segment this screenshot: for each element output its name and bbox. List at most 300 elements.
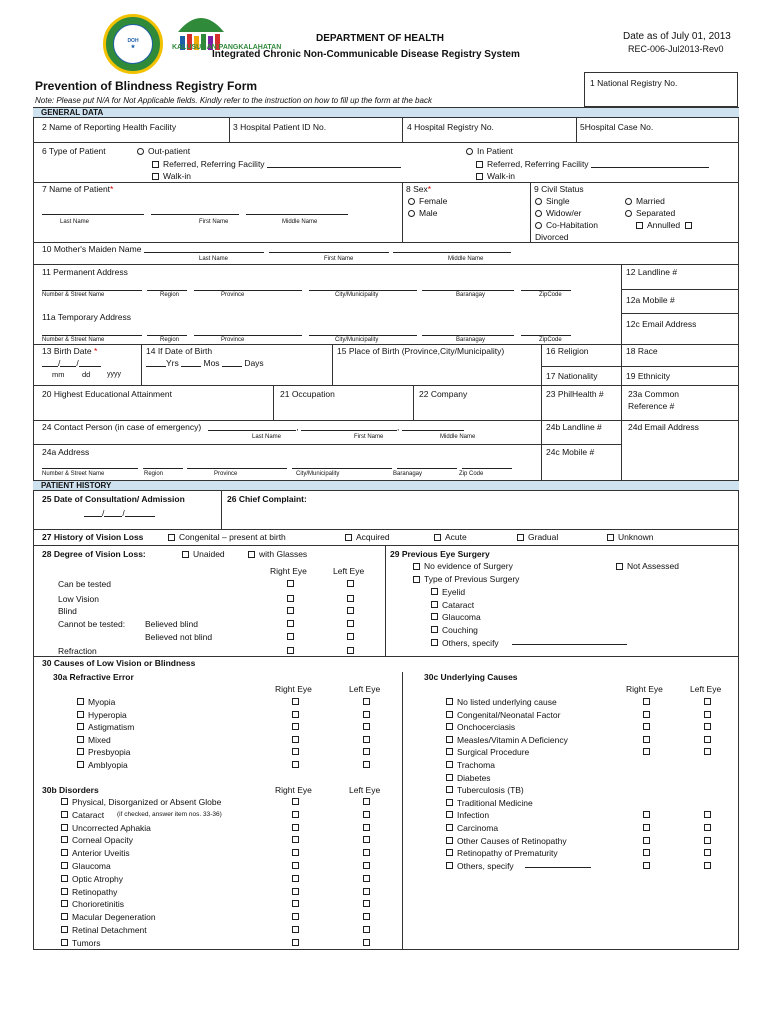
- field-8-label: 8 Sex*: [406, 184, 432, 194]
- cataract-note: (if checked, answer item nos. 33-36): [117, 810, 222, 818]
- age-fields[interactable]: Yrs Mos Days: [146, 358, 264, 368]
- disorder-right-eye-checkbox[interactable]: [292, 849, 299, 856]
- underlying-right-eye-checkbox[interactable]: [643, 837, 650, 844]
- surgery-type-label: Couching: [442, 625, 478, 636]
- acute-checkbox[interactable]: [434, 534, 441, 541]
- refractive-label: Myopia: [88, 697, 116, 707]
- refractive-left-eye-checkbox[interactable]: [363, 711, 370, 718]
- no-evidence-option[interactable]: No evidence of Surgery: [413, 561, 513, 571]
- disorder-left-eye-checkbox[interactable]: [363, 798, 370, 805]
- disorder-left-eye-checkbox[interactable]: [363, 900, 370, 907]
- disorder-label: Retinopathy: [72, 886, 118, 897]
- disorder-label: Uncorrected Aphakia: [72, 822, 151, 833]
- field-23a-label-1: 23a Common: [628, 389, 680, 399]
- refractive-left-eye-checkbox[interactable]: [363, 698, 370, 705]
- underlying-label: Retinopathy of Prematurity: [457, 848, 558, 859]
- disorder-right-eye-checkbox[interactable]: [292, 875, 299, 882]
- underlying-checkbox[interactable]: [446, 786, 453, 793]
- underlying-right-eye-checkbox[interactable]: [643, 723, 650, 730]
- underlying-checkbox[interactable]: [446, 799, 453, 806]
- believed-blind-label: Believed blind: [145, 619, 198, 629]
- disorder-left-eye-checkbox[interactable]: [363, 888, 370, 895]
- perm-city-caption: City/Municipality: [335, 292, 379, 298]
- field-12a-label: 12a Mobile #: [626, 295, 675, 305]
- vision-right-eye-checkbox[interactable]: [287, 595, 294, 602]
- temp-address-lines[interactable]: [42, 327, 571, 337]
- refractive-label: Mixed: [88, 734, 111, 745]
- underlying-label: Others, specify: [457, 860, 514, 871]
- field-26-label: 26 Chief Complaint:: [227, 494, 307, 504]
- disorder-label: Chorioretinitis: [72, 899, 124, 910]
- refractive-left-eye-checkbox[interactable]: [363, 723, 370, 730]
- vision-right-eye-header: Right Eye: [270, 566, 307, 576]
- disorder-right-eye-checkbox[interactable]: [292, 888, 299, 895]
- middle-name-caption: Middle Name: [282, 219, 318, 225]
- single-radio[interactable]: [535, 198, 542, 205]
- disorder-right-eye-checkbox[interactable]: [292, 926, 299, 933]
- type-prev-option[interactable]: Type of Previous Surgery: [413, 574, 519, 584]
- underlying-right-eye-checkbox[interactable]: [643, 811, 650, 818]
- female-option[interactable]: Female: [408, 196, 447, 206]
- field-21-label: 21 Occupation: [280, 389, 335, 399]
- name-lines[interactable]: [42, 206, 348, 216]
- annulled-checkbox[interactable]: [636, 222, 643, 229]
- form-code: REC-006-Jul2013-Rev0: [628, 44, 724, 54]
- underlying-checkbox[interactable]: [446, 862, 453, 869]
- vision-left-eye-checkbox[interactable]: [347, 647, 354, 654]
- vision-right-eye-checkbox[interactable]: [287, 580, 294, 587]
- field-22-label: 22 Company: [419, 389, 468, 399]
- refractive-right-eye-checkbox[interactable]: [292, 698, 299, 705]
- field-24d-label: 24d Email Address: [628, 422, 699, 432]
- disorder-checkbox[interactable]: [61, 939, 68, 946]
- first-name-caption: First Name: [199, 219, 229, 225]
- field-29-label: 29 Previous Eye Surgery: [390, 549, 490, 559]
- disorder-label: Physical, Disorganized or Absent Globe: [72, 797, 222, 807]
- can-be-tested-label: Can be tested: [58, 579, 111, 589]
- field-30a-label: 30a Refractive Error: [53, 672, 134, 682]
- surgery-type-checkbox[interactable]: [431, 626, 438, 633]
- refr-right-eye-header: Right Eye: [275, 684, 312, 694]
- field-12c-label: 12c Email Address: [626, 319, 697, 329]
- acute-option[interactable]: Acute: [434, 532, 467, 542]
- underlying-label: Onchocerciasis: [457, 722, 516, 733]
- field-30b-label: 30b Disorders: [42, 785, 99, 795]
- disorder-checkbox[interactable]: [61, 888, 68, 895]
- temp-zip-caption: ZipCode: [539, 337, 562, 343]
- dis-left-eye-header: Left Eye: [349, 785, 381, 795]
- walkin-option-in[interactable]: [476, 171, 515, 181]
- married-radio[interactable]: [625, 198, 632, 205]
- field-11a-label: 11a Temporary Address: [42, 312, 131, 322]
- birth-date-lines[interactable]: / /: [42, 358, 101, 368]
- refractive-checkbox[interactable]: [77, 698, 84, 705]
- surgery-type-label: Glaucoma: [442, 612, 481, 623]
- department-title: DEPARTMENT OF HEALTH: [316, 33, 444, 44]
- underlying-checkbox[interactable]: [446, 698, 453, 705]
- underlying-label: Other Causes of Retinopathy: [457, 835, 567, 846]
- disorder-right-eye-checkbox[interactable]: [292, 836, 299, 843]
- disorder-left-eye-checkbox[interactable]: [363, 836, 370, 843]
- underlying-label: Measles/Vitamin A Deficiency: [457, 734, 568, 745]
- refractive-label: Amblyopia: [88, 760, 128, 770]
- contact-address-lines[interactable]: [42, 460, 512, 470]
- disorder-label: Glaucoma: [72, 861, 111, 871]
- blind-label: Blind: [58, 606, 77, 616]
- logo-caption: KALUSUGAN PANGKALAHATAN: [172, 44, 282, 51]
- disorder-right-eye-checkbox[interactable]: [292, 798, 299, 805]
- surgery-type-checkbox[interactable]: [431, 613, 438, 620]
- female-radio[interactable]: [408, 198, 415, 205]
- underlying-left-eye-checkbox[interactable]: [704, 862, 711, 869]
- refractive-checkbox[interactable]: [77, 736, 84, 743]
- mother-middle-caption: Middle Name: [448, 256, 484, 262]
- underlying-left-eye-checkbox[interactable]: [704, 711, 711, 718]
- disorder-right-eye-checkbox[interactable]: [292, 900, 299, 907]
- disorder-label: Optic Atrophy: [72, 873, 124, 884]
- underlying-left-eye-checkbox[interactable]: [704, 698, 711, 705]
- refractive-checkbox[interactable]: [77, 761, 84, 768]
- underlying-label: Congenital/Neonatal Factor: [457, 709, 561, 720]
- type-prev-checkbox[interactable]: [413, 576, 420, 583]
- middle-name-line[interactable]: [246, 207, 348, 215]
- contact-last-caption: Last Name: [252, 434, 282, 440]
- disorder-checkbox[interactable]: [61, 900, 68, 907]
- underlying-checkbox[interactable]: [446, 761, 453, 768]
- disorder-label: Anterior Uveitis: [72, 848, 130, 859]
- contact-region-caption: Region: [144, 471, 164, 477]
- temp-region-caption: Region: [160, 337, 180, 343]
- field-9-label: 9 Civil Status: [534, 184, 584, 194]
- disorder-checkbox[interactable]: [61, 824, 68, 831]
- und-right-eye-header: Right Eye: [626, 684, 663, 694]
- referred-option-in[interactable]: [476, 159, 709, 169]
- underlying-checkbox[interactable]: [446, 811, 453, 818]
- vision-right-eye-checkbox[interactable]: [287, 647, 294, 654]
- disorder-left-eye-checkbox[interactable]: [363, 824, 370, 831]
- general-data-banner: GENERAL DATA: [33, 107, 739, 118]
- believed-not-blind-label: Believed not blind: [145, 632, 213, 642]
- unaided-checkbox[interactable]: [182, 551, 189, 558]
- vision-right-eye-checkbox[interactable]: [287, 633, 294, 640]
- birth-dd: dd: [82, 370, 91, 379]
- field-2-label: 2 Name of Reporting Health Facility: [42, 122, 177, 132]
- acquired-checkbox[interactable]: [345, 534, 352, 541]
- dis-right-eye-header: Right Eye: [275, 785, 312, 795]
- registry-no-label: 1 National Registry No.: [590, 78, 678, 88]
- walkin-in-label: Walk-in: [487, 171, 516, 181]
- walkin-option-out[interactable]: [152, 171, 191, 181]
- disorder-label: Retinal Detachment: [72, 925, 147, 935]
- with-glasses-checkbox[interactable]: [248, 551, 255, 558]
- refractive-label: Presbyopia: [88, 747, 131, 758]
- married-option[interactable]: Married: [625, 196, 665, 206]
- field-30-label: 30 Causes of Low Vision or Blindness: [42, 658, 196, 668]
- system-title: Integrated Chronic Non-Communicable Disease Registry System: [212, 49, 520, 60]
- refractive-right-eye-checkbox[interactable]: [292, 761, 299, 768]
- patient-history-banner: PATIENT HISTORY: [33, 480, 739, 491]
- underlying-label: Carcinoma: [457, 823, 499, 833]
- underlying-label: Infection: [457, 810, 490, 821]
- birth-mm: mm: [52, 370, 65, 379]
- inpatient-label: In Patient: [477, 146, 513, 156]
- mother-first-caption: First Name: [324, 256, 354, 262]
- field-24a-label: 24a Address: [42, 447, 90, 457]
- consult-date-lines[interactable]: / /: [84, 508, 155, 518]
- underlying-label: Surgical Procedure: [457, 747, 530, 758]
- field-3-label: 3 Hospital Patient ID No.: [233, 122, 327, 132]
- underlying-checkbox[interactable]: [446, 837, 453, 844]
- field-17-label: 17 Nationality: [546, 371, 598, 381]
- underlying-label: Traditional Medicine: [457, 797, 533, 808]
- referring-facility-in-line[interactable]: [591, 160, 709, 168]
- acquired-option[interactable]: Acquired: [345, 532, 390, 542]
- with-glasses-option[interactable]: with Glasses: [248, 549, 307, 559]
- unaided-option[interactable]: Unaided: [182, 549, 225, 559]
- underlying-label: Diabetes: [457, 772, 491, 783]
- field-13-label: 13 Birth Date *: [42, 346, 98, 356]
- mother-last-caption: Last Name: [199, 256, 229, 262]
- underlying-label: Tuberculosis (TB): [457, 785, 524, 796]
- surgery-type-label: Others, specify: [442, 637, 499, 648]
- underlying-left-eye-checkbox[interactable]: [704, 723, 711, 730]
- field-11-label: 11 Permanent Address: [42, 267, 128, 277]
- underlying-left-eye-checkbox[interactable]: [704, 837, 711, 844]
- surgery-type-checkbox[interactable]: [431, 639, 438, 646]
- refractive-right-eye-checkbox[interactable]: [292, 711, 299, 718]
- male-radio[interactable]: [408, 210, 415, 217]
- referred-checkbox[interactable]: [152, 161, 159, 168]
- underlying-checkbox[interactable]: [446, 748, 453, 755]
- disorder-left-eye-checkbox[interactable]: [363, 926, 370, 933]
- vision-left-eye-header: Left Eye: [333, 566, 365, 576]
- disorder-left-eye-checkbox[interactable]: [363, 875, 370, 882]
- disorder-checkbox[interactable]: [61, 798, 68, 805]
- field-6-label: 6 Type of Patient: [42, 146, 106, 156]
- underlying-left-eye-checkbox[interactable]: [704, 748, 711, 755]
- refractive-checkbox[interactable]: [77, 723, 84, 730]
- underlying-right-eye-checkbox[interactable]: [643, 824, 650, 831]
- congenital-checkbox[interactable]: [168, 534, 175, 541]
- perm-street-caption: Number & Street Name: [42, 292, 105, 298]
- contact-province-caption: Province: [214, 471, 238, 477]
- refractive-label: Astigmatism: [88, 722, 135, 733]
- disorder-checkbox[interactable]: [61, 926, 68, 933]
- temp-province-caption: Province: [221, 337, 245, 343]
- field-23-label: 23 PhilHealth #: [546, 389, 604, 399]
- disorder-left-eye-checkbox[interactable]: [363, 849, 370, 856]
- inpatient-radio[interactable]: [466, 148, 473, 155]
- not-assessed-option[interactable]: Not Assessed: [616, 561, 679, 571]
- disorder-left-eye-checkbox[interactable]: [363, 913, 370, 920]
- contact-first-caption: First Name: [354, 434, 384, 440]
- vision-right-eye-checkbox[interactable]: [287, 607, 294, 614]
- underlying-right-eye-checkbox[interactable]: [643, 736, 650, 743]
- disorder-checkbox[interactable]: [61, 811, 68, 818]
- annulled-option[interactable]: Annulled: [636, 220, 696, 230]
- outpatient-option[interactable]: [137, 146, 190, 156]
- disorder-right-eye-checkbox[interactable]: [292, 862, 299, 869]
- underlying-label: No listed underlying cause: [457, 697, 557, 707]
- disorder-right-eye-checkbox[interactable]: [292, 939, 299, 946]
- vision-left-eye-checkbox[interactable]: [347, 580, 354, 587]
- field-25-label: 25 Date of Consultation/ Admission: [42, 494, 185, 504]
- field-14-label: 14 If Date of Birth: [146, 346, 213, 356]
- outpatient-radio[interactable]: [137, 148, 144, 155]
- gradual-option[interactable]: Gradual: [517, 532, 558, 542]
- perm-province-caption: Province: [221, 292, 245, 298]
- referred-in-checkbox[interactable]: [476, 161, 483, 168]
- others-specify-line[interactable]: [512, 637, 627, 645]
- underlying-checkbox[interactable]: [446, 711, 453, 718]
- divorced-checkbox[interactable]: [685, 222, 692, 229]
- disorder-checkbox[interactable]: [61, 862, 68, 869]
- referred-option-out[interactable]: [152, 159, 401, 169]
- widow-option[interactable]: Widow/er: [535, 208, 581, 218]
- temp-street-caption: Number & Street Name: [42, 337, 105, 343]
- refractive-left-eye-checkbox[interactable]: [363, 748, 370, 755]
- underlying-right-eye-checkbox[interactable]: [643, 698, 650, 705]
- field-20-label: 20 Highest Educational Attainment: [42, 389, 172, 399]
- outpatient-label: Out-patient: [148, 146, 191, 156]
- vision-left-eye-checkbox[interactable]: [347, 595, 354, 602]
- disorder-label: Corneal Opacity: [72, 835, 133, 846]
- field-4-label: 4 Hospital Registry No.: [407, 122, 494, 132]
- seal-inner: DOH ★: [113, 24, 153, 64]
- vision-left-eye-checkbox[interactable]: [347, 633, 354, 640]
- field-18-label: 18 Race: [626, 346, 658, 356]
- vision-right-eye-checkbox[interactable]: [287, 620, 294, 627]
- refractive-right-eye-checkbox[interactable]: [292, 748, 299, 755]
- underlying-left-eye-checkbox[interactable]: [704, 849, 711, 856]
- underlying-left-eye-checkbox[interactable]: [704, 811, 711, 818]
- gradual-checkbox[interactable]: [517, 534, 524, 541]
- no-evidence-checkbox[interactable]: [413, 563, 420, 570]
- field-5-label: 5Hospital Case No.: [580, 122, 654, 132]
- field-24b-label: 24b Landline #: [546, 422, 602, 432]
- underlying-checkbox[interactable]: [446, 849, 453, 856]
- disorder-left-eye-checkbox[interactable]: [363, 811, 370, 818]
- temp-brgy-caption: Baranagay: [456, 337, 486, 343]
- widow-radio[interactable]: [535, 210, 542, 217]
- perm-zip-caption: ZipCode: [539, 292, 562, 298]
- vision-left-eye-checkbox[interactable]: [347, 607, 354, 614]
- disorder-checkbox[interactable]: [61, 849, 68, 856]
- contact-brgy-caption: Baranagay: [393, 471, 423, 477]
- vision-left-eye-checkbox[interactable]: [347, 620, 354, 627]
- refractive-left-eye-checkbox[interactable]: [363, 736, 370, 743]
- field-16-label: 16 Religion: [546, 346, 589, 356]
- congenital-option[interactable]: Congenital – present at birth: [168, 532, 286, 542]
- disorder-right-eye-checkbox[interactable]: [292, 824, 299, 831]
- disorder-left-eye-checkbox[interactable]: [363, 862, 370, 869]
- refractive-right-eye-checkbox[interactable]: [292, 736, 299, 743]
- inpatient-option[interactable]: [466, 146, 513, 156]
- disorder-label: Macular Degeneration: [72, 912, 156, 923]
- underlying-checkbox[interactable]: [446, 774, 453, 781]
- last-name-line[interactable]: [42, 207, 144, 215]
- disorder-checkbox[interactable]: [61, 836, 68, 843]
- surgery-type-checkbox[interactable]: [431, 601, 438, 608]
- refractive-right-eye-checkbox[interactable]: [292, 723, 299, 730]
- field-15-label: 15 Place of Birth (Province,City/Municipality): [337, 346, 505, 356]
- disorder-right-eye-checkbox[interactable]: [292, 811, 299, 818]
- disorder-right-eye-checkbox[interactable]: [292, 913, 299, 920]
- underlying-checkbox[interactable]: [446, 723, 453, 730]
- cannot-be-tested-label: Cannot be tested:: [58, 619, 126, 629]
- underlying-checkbox[interactable]: [446, 824, 453, 831]
- unknown-option[interactable]: Unknown: [607, 532, 653, 542]
- temp-city-caption: City/Municipality: [335, 337, 379, 343]
- underlying-right-eye-checkbox[interactable]: [643, 748, 650, 755]
- refraction-label: Refraction: [58, 646, 97, 656]
- underlying-left-eye-checkbox[interactable]: [704, 824, 711, 831]
- field-27-label: 27 History of Vision Loss: [42, 532, 144, 542]
- cohab-option[interactable]: Co-Habitation: [535, 220, 598, 230]
- field-12-label: 12 Landline #: [626, 267, 678, 277]
- separated-radio[interactable]: [625, 210, 632, 217]
- contact-middle-caption: Middle Name: [440, 434, 476, 440]
- doh-seal-logo: [103, 14, 163, 74]
- male-option[interactable]: Male: [408, 208, 437, 218]
- cohab-radio[interactable]: [535, 222, 542, 229]
- walkin-in-checkbox[interactable]: [476, 173, 483, 180]
- und-left-eye-header: Left Eye: [690, 684, 722, 694]
- separated-option[interactable]: Separated: [625, 208, 675, 218]
- form-note: Note: Please put N/A for Not Applicable fields. Kindly refer to the instruction on how to fill up the form at the back: [35, 96, 432, 105]
- perm-region-caption: Region: [160, 292, 180, 298]
- refractive-label: Hyperopia: [88, 709, 127, 720]
- underlying-right-eye-checkbox[interactable]: [643, 862, 650, 869]
- underlying-right-eye-checkbox[interactable]: [643, 711, 650, 718]
- not-assessed-checkbox[interactable]: [616, 563, 623, 570]
- referred-in-label: Referred, Referring Facility: [487, 159, 589, 169]
- referred-label: Referred, Referring Facility: [163, 159, 265, 169]
- contact-zip-caption: Zip Code: [459, 471, 484, 477]
- surgery-type-label: Eyelid: [442, 587, 466, 597]
- field-7-label: 7 Name of Patient*: [42, 184, 114, 194]
- disorder-label: Cataract: [72, 809, 105, 820]
- perm-address-lines[interactable]: [42, 282, 571, 292]
- contact-city-caption: City/Municipality: [296, 471, 340, 477]
- walkin-label: Walk-in: [163, 171, 192, 181]
- underlying-checkbox[interactable]: [446, 736, 453, 743]
- underlying-right-eye-checkbox[interactable]: [643, 849, 650, 856]
- walkin-checkbox[interactable]: [152, 173, 159, 180]
- underlying-others-line[interactable]: [525, 860, 591, 868]
- low-vision-label: Low Vision: [58, 594, 99, 604]
- contact-street-caption: Number & Street Name: [42, 471, 105, 477]
- refractive-checkbox[interactable]: [77, 748, 84, 755]
- perm-brgy-caption: Baranagay: [456, 292, 486, 298]
- unknown-checkbox[interactable]: [607, 534, 614, 541]
- surgery-type-checkbox[interactable]: [431, 588, 438, 595]
- refractive-checkbox[interactable]: [77, 711, 84, 718]
- referring-facility-line[interactable]: [267, 160, 401, 168]
- field-24c-label: 24c Mobile #: [546, 447, 595, 457]
- form-title: Prevention of Blindness Registry Form: [35, 79, 258, 93]
- disorder-label: Tumors: [72, 937, 101, 948]
- refractive-left-eye-checkbox[interactable]: [363, 761, 370, 768]
- field-10-label: 10 Mother's Maiden Name: [42, 244, 511, 254]
- single-option[interactable]: Single: [535, 196, 570, 206]
- underlying-left-eye-checkbox[interactable]: [704, 736, 711, 743]
- disorder-checkbox[interactable]: [61, 875, 68, 882]
- disorder-checkbox[interactable]: [61, 913, 68, 920]
- disorder-left-eye-checkbox[interactable]: [363, 939, 370, 946]
- first-name-line[interactable]: [151, 207, 239, 215]
- date-as-of: Date as of July 01, 2013: [623, 31, 731, 42]
